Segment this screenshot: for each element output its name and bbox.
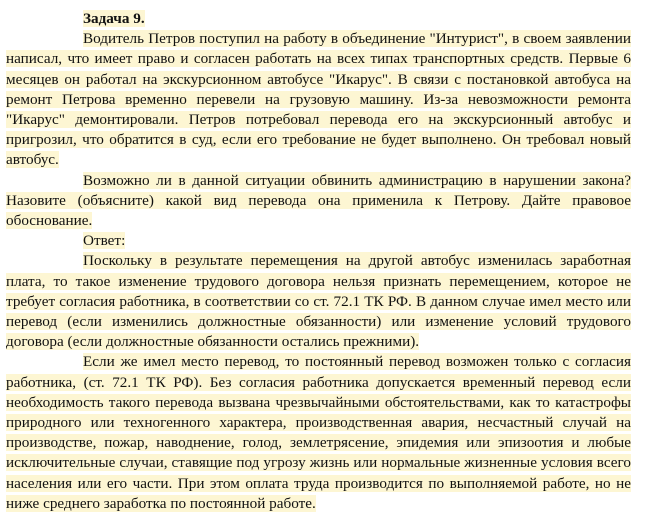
answer-label: Ответ: xyxy=(83,232,126,250)
answer-paragraph-1: Поскольку в результате перемещения на другой автобус изменилась заработная плата, то такое изменение трудового договора нельзя признать перемещением, которое не требует согласия работника, в соответствии со ст. 72.1 ТК РФ. В данном случае имел место или перевод (если изменились должностные обязанности) или изменение условий трудового договора (если должностные обязанности остались прежними). xyxy=(6,252,631,351)
task-paragraph-2: Возможно ли в данной ситуации обвинить администрацию в нарушении закона? Назовите (объясните) какой вид перевода она применила к Петрову. Дайте правовое обоснование. xyxy=(6,171,631,230)
answer-paragraph-2: Если же имел место перевод, то постоянный перевод возможен только с согласия работника, (ст. 72.1 ТК РФ). Без согласия работника допускается временный перевод если необходимость такого перевода вызвана чрезвычайными обстоятельствами, как то катастрофы природного или техногенного характера, производственная авария, несчастный случай на производстве, пожар, наводнение, голод, землетрясение, эпидемия или эпизоотия и любые исключительные случаи, ставящие под угрозу жизнь или нормальные жизненные условия всего населения или его части. При этом оплата труда производится по выполняемой работе, но не ниже среднего заработка по постоянной работе. xyxy=(6,353,631,512)
task-paragraph-1: Водитель Петров поступил на работу в объединение "Интурист", в своем заявлении написал, что имеет право и согласен работать на всех типах транспортных средств. Первые 6 месяцев он работал на экскурсионном автобусе "Икарус". В связи с постановкой автобуса на ремонт Петрова временно перевели на грузовую машину. Из-за невозможности ремонта "Икарус" демонтировали. Петров потребовал перевода его на экскурсионный автобус и пригрозил, что обратится в суд, если его требование не будет выполнено. Он требовал новый автобус. xyxy=(6,30,631,169)
document-text xyxy=(6,9,631,514)
task-title: Задача 9. xyxy=(83,10,145,27)
